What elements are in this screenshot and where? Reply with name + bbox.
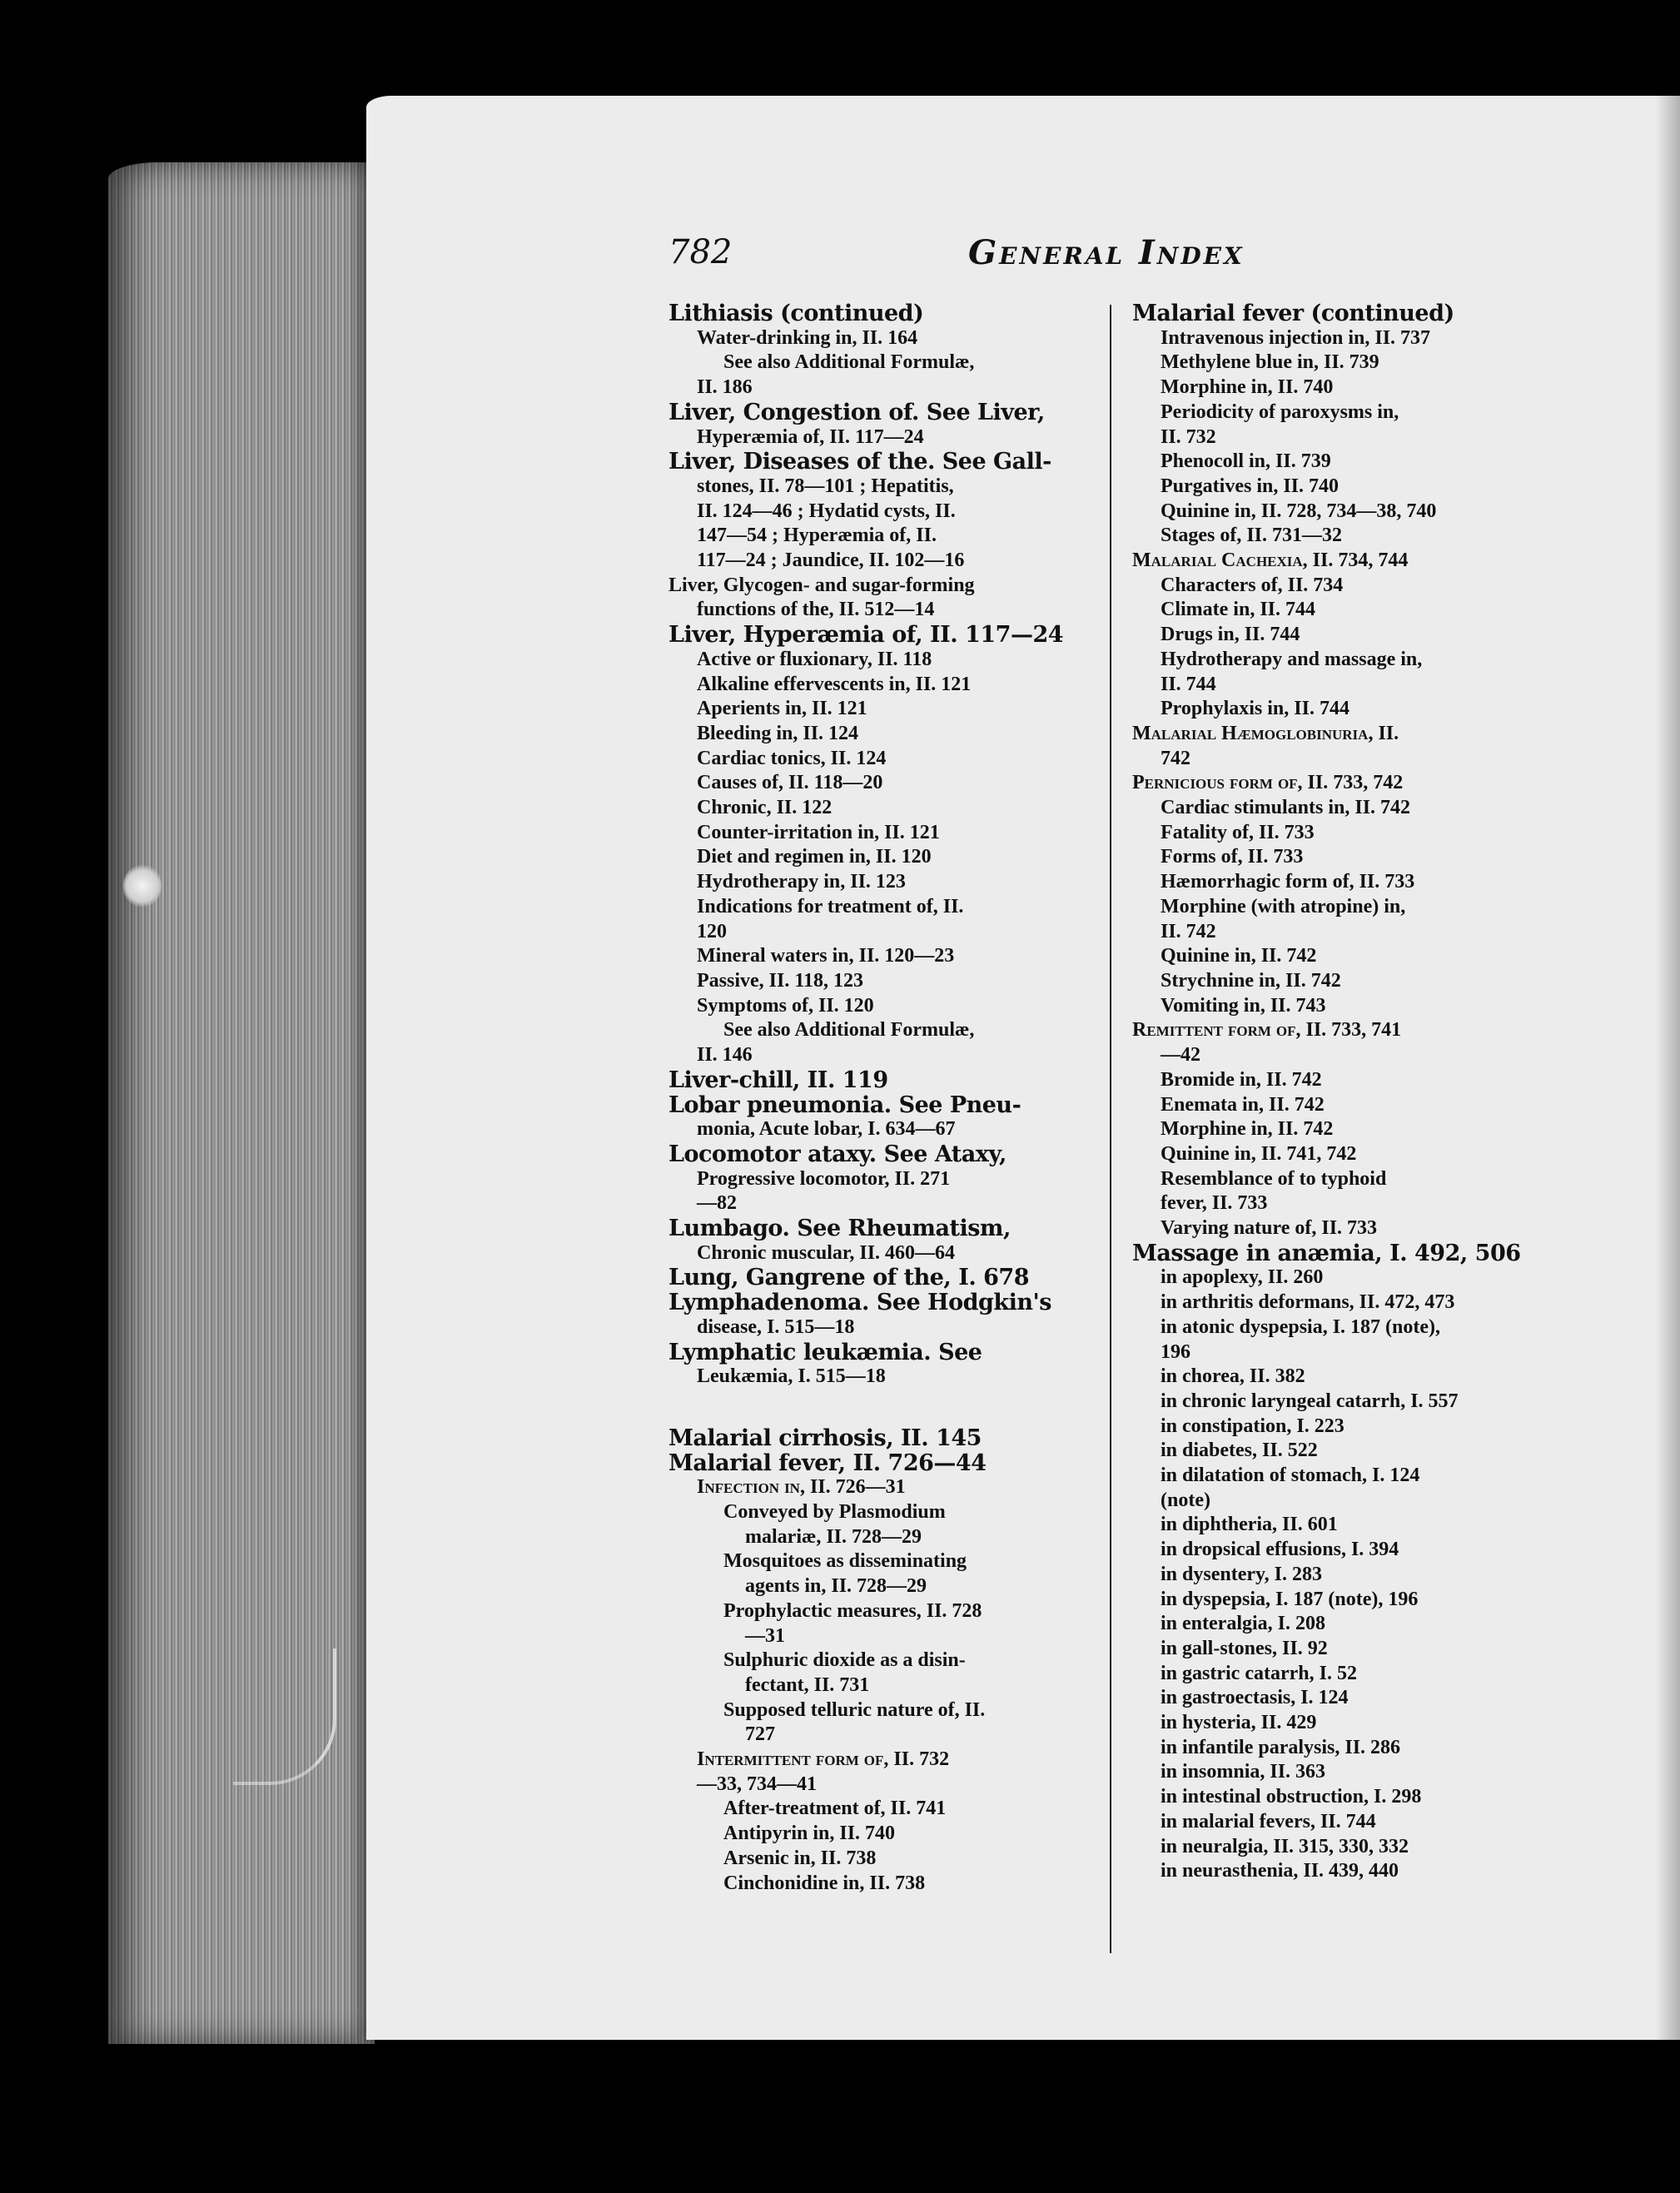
index-entry: 727 bbox=[745, 1723, 775, 1746]
index-entry: in intestinal obstruction, I. 298 bbox=[1161, 1786, 1422, 1808]
page-number: 782 bbox=[669, 233, 733, 271]
index-entry: 196 bbox=[1161, 1340, 1190, 1363]
index-entry: Hydrotherapy in, II. 123 bbox=[697, 871, 906, 893]
index-entry: in insomnia, II. 363 bbox=[1161, 1761, 1326, 1783]
index-entry: in gastroectasis, I. 124 bbox=[1161, 1687, 1349, 1709]
index-entry: Remittent form of, II. 733, 741 bbox=[1132, 1019, 1402, 1042]
index-entry: 117—24 ; Jaundice, II. 102—16 bbox=[697, 549, 965, 572]
index-entry: in neurasthenia, II. 439, 440 bbox=[1161, 1860, 1399, 1882]
index-entry: Quinine in, II. 741, 742 bbox=[1161, 1142, 1357, 1165]
index-entry: Quinine in, II. 728, 734—38, 740 bbox=[1161, 500, 1437, 522]
index-entry: Purgatives in, II. 740 bbox=[1161, 475, 1340, 497]
index-entry: in chorea, II. 382 bbox=[1161, 1365, 1305, 1388]
index-entry: Passive, II. 118, 123 bbox=[697, 969, 864, 992]
index-gap bbox=[669, 1390, 1051, 1426]
index-entry: Causes of, II. 118—20 bbox=[697, 772, 883, 794]
index-column-left bbox=[669, 301, 1064, 1896]
index-entry: in apoplexy, II. 260 bbox=[1161, 1266, 1324, 1289]
index-entry: functions of the, II. 512—14 bbox=[697, 599, 935, 621]
index-entry: in gastric catarrh, I. 52 bbox=[1161, 1662, 1357, 1684]
index-entry: Malarial Cachexia, II. 734, 744 bbox=[1132, 549, 1409, 572]
index-entry: Morphine in, II. 740 bbox=[1161, 376, 1334, 399]
index-entry: stones, II. 78—101 ; Hepatitis, bbox=[697, 475, 954, 497]
index-entry: Alkaline effervescents in, II. 121 bbox=[697, 673, 972, 695]
index-entry: Supposed telluric nature of, II. bbox=[723, 1698, 986, 1721]
index-entry: Hydrotherapy and massage in, bbox=[1161, 648, 1423, 670]
index-entry: in constipation, I. 223 bbox=[1161, 1415, 1344, 1437]
index-entry: —31 bbox=[745, 1624, 785, 1647]
column-divider bbox=[1110, 305, 1111, 1953]
running-head: General Index bbox=[968, 233, 1245, 272]
index-heading: Lobar pneumonia. See Pneu- bbox=[669, 1092, 1021, 1118]
index-heading: Lymphatic leukæmia. See bbox=[669, 1339, 982, 1365]
index-heading: Liver, Diseases of the. See Gall- bbox=[669, 449, 1051, 475]
index-entry: 120 bbox=[697, 920, 727, 942]
index-entry: Infection in, II. 726—31 bbox=[697, 1476, 906, 1499]
index-entry: Active or fluxionary, II. 118 bbox=[697, 648, 932, 670]
index-entry: Hæmorrhagic form of, II. 733 bbox=[1161, 871, 1415, 893]
index-heading: Lung, Gangrene of the, I. 678 bbox=[669, 1265, 1029, 1291]
index-entry: Water-drinking in, II. 164 bbox=[697, 326, 918, 349]
index-entry: Strychnine in, II. 742 bbox=[1161, 969, 1341, 992]
index-entry: Counter-irritation in, II. 121 bbox=[697, 821, 940, 843]
index-entry: in dysentery, I. 283 bbox=[1161, 1563, 1323, 1585]
index-entry: II. 146 bbox=[697, 1044, 753, 1067]
index-entry: Morphine (with atropine) in, bbox=[1161, 895, 1406, 917]
index-entry: Stages of, II. 731—32 bbox=[1161, 525, 1343, 547]
index-entry: Antipyrin in, II. 740 bbox=[723, 1823, 896, 1845]
index-entry: in dilatation of stomach, I. 124 bbox=[1161, 1464, 1420, 1487]
index-entry: in enteralgia, I. 208 bbox=[1161, 1613, 1325, 1635]
index-entry: disease, I. 515—18 bbox=[697, 1315, 855, 1338]
index-entry: fever, II. 733 bbox=[1161, 1192, 1268, 1215]
index-heading: Lithiasis (continued) bbox=[669, 301, 924, 326]
index-entry: in neuralgia, II. 315, 330, 332 bbox=[1161, 1835, 1409, 1857]
index-entry: See also Additional Formulæ, bbox=[723, 351, 975, 374]
index-entry: in arthritis deformans, II. 472, 473 bbox=[1161, 1291, 1455, 1314]
index-entry: in diabetes, II. 522 bbox=[1161, 1440, 1318, 1462]
index-entry: Sulphuric dioxide as a disin- bbox=[723, 1649, 966, 1672]
index-entry: Morphine in, II. 742 bbox=[1161, 1118, 1334, 1141]
index-entry: Prophylactic measures, II. 728 bbox=[723, 1599, 982, 1622]
index-heading: Liver-chill, II. 119 bbox=[669, 1067, 888, 1093]
index-entry: Progressive locomotor, II. 271 bbox=[697, 1167, 951, 1190]
index-entry: Mineral waters in, II. 120—23 bbox=[697, 945, 955, 967]
index-entry: Liver, Glycogen- and sugar-forming bbox=[669, 574, 975, 596]
index-entry: Enemata in, II. 742 bbox=[1161, 1093, 1325, 1116]
index-entry: Varying nature of, II. 733 bbox=[1161, 1217, 1378, 1240]
index-heading: Lumbago. See Rheumatism, bbox=[669, 1216, 1011, 1242]
index-heading: Liver, Hyperæmia of, II. 117—24 bbox=[669, 622, 1064, 649]
index-entry: agents in, II. 728—29 bbox=[745, 1575, 927, 1598]
index-entry: Arsenic in, II. 738 bbox=[723, 1847, 877, 1869]
index-entry: Cardiac tonics, II. 124 bbox=[697, 747, 887, 769]
index-entry: malariæ, II. 728—29 bbox=[745, 1525, 922, 1548]
index-entry: II. 742 bbox=[1161, 920, 1216, 942]
index-entry: Indications for treatment of, II. bbox=[697, 895, 964, 917]
index-entry: II. 124—46 ; Hydatid cysts, II. bbox=[697, 500, 956, 522]
index-entry: —82 bbox=[697, 1192, 737, 1215]
index-entry: After-treatment of, II. 741 bbox=[723, 1798, 947, 1820]
index-entry: Resemblance of to typhoid bbox=[1161, 1167, 1387, 1190]
index-heading: Malarial cirrhosis, II. 145 bbox=[669, 1425, 982, 1451]
index-entry: in diphtheria, II. 601 bbox=[1161, 1514, 1338, 1536]
index-entry: II. 744 bbox=[1161, 673, 1216, 695]
index-entry: Intermittent form of, II. 732 bbox=[697, 1748, 950, 1771]
index-entry: Pernicious form of, II. 733, 742 bbox=[1132, 772, 1404, 794]
index-entry: Chronic muscular, II. 460—64 bbox=[697, 1241, 956, 1264]
index-entry: monia, Acute lobar, I. 634—67 bbox=[697, 1118, 956, 1141]
index-entry: 742 bbox=[1161, 747, 1190, 769]
index-entry: —42 bbox=[1161, 1044, 1200, 1067]
index-entry: Diet and regimen in, II. 120 bbox=[697, 846, 932, 868]
index-entry: in atonic dyspepsia, I. 187 (note), bbox=[1161, 1315, 1441, 1338]
index-column-right bbox=[1132, 301, 1532, 1884]
page-shadow bbox=[1655, 96, 1680, 2040]
index-heading: Malarial fever, II. 726—44 bbox=[669, 1450, 987, 1476]
index-entry: Bromide in, II. 742 bbox=[1161, 1068, 1322, 1091]
index-entry: in infantile paralysis, II. 286 bbox=[1161, 1736, 1401, 1758]
index-entry: Phenocoll in, II. 739 bbox=[1161, 450, 1331, 473]
index-entry: II. 732 bbox=[1161, 425, 1216, 448]
index-heading: Liver, Congestion of. See Liver, bbox=[669, 399, 1045, 425]
index-entry: Aperients in, II. 121 bbox=[697, 698, 867, 720]
index-heading: Locomotor ataxy. See Ataxy, bbox=[669, 1141, 1007, 1167]
index-entry: Climate in, II. 744 bbox=[1161, 599, 1315, 621]
index-entry: in gall-stones, II. 92 bbox=[1161, 1637, 1328, 1659]
index-entry: Methylene blue in, II. 739 bbox=[1161, 351, 1379, 374]
index-entry: Drugs in, II. 744 bbox=[1161, 624, 1300, 646]
index-entry: Bleeding in, II. 124 bbox=[697, 722, 859, 744]
index-entry: Quinine in, II. 742 bbox=[1161, 945, 1317, 967]
thumb-mark bbox=[123, 864, 162, 908]
index-entry: See also Additional Formulæ, bbox=[723, 1019, 975, 1042]
index-heading: Massage in anæmia, I. 492, 506 bbox=[1132, 1240, 1521, 1266]
index-entry: Intravenous injection in, II. 737 bbox=[1161, 326, 1431, 349]
index-entry: Prophylaxis in, II. 744 bbox=[1161, 698, 1349, 720]
index-heading: Lymphadenoma. See Hodgkin's bbox=[669, 1290, 1051, 1316]
index-entry: Cinchonidine in, II. 738 bbox=[723, 1872, 926, 1894]
index-entry: Vomiting in, II. 743 bbox=[1161, 994, 1326, 1017]
index-entry: in dyspepsia, I. 187 (note), 196 bbox=[1161, 1588, 1419, 1610]
index-entry: (note) bbox=[1161, 1489, 1210, 1511]
index-entry: in chronic laryngeal catarrh, I. 557 bbox=[1161, 1390, 1459, 1412]
index-entry: Malarial Hæmoglobinuria, II. bbox=[1132, 722, 1399, 744]
index-entry: II. 186 bbox=[697, 376, 753, 399]
index-entry: Leukæmia, I. 515—18 bbox=[697, 1365, 886, 1388]
index-entry: in hysteria, II. 429 bbox=[1161, 1712, 1317, 1734]
index-entry: in dropsical effusions, I. 394 bbox=[1161, 1539, 1399, 1561]
index-entry: Symptoms of, II. 120 bbox=[697, 994, 874, 1017]
index-entry: fectant, II. 731 bbox=[745, 1673, 870, 1696]
index-heading: Malarial fever (continued) bbox=[1132, 301, 1454, 326]
page-header bbox=[669, 233, 1335, 283]
index-entry: Mosquitoes as disseminating bbox=[723, 1550, 967, 1573]
index-entry: in malarial fevers, II. 744 bbox=[1161, 1810, 1376, 1832]
index-entry: Fatality of, II. 733 bbox=[1161, 821, 1315, 843]
index-entry: Characters of, II. 734 bbox=[1161, 574, 1344, 596]
index-entry: —33, 734—41 bbox=[697, 1773, 817, 1795]
index-entry: Chronic, II. 122 bbox=[697, 797, 833, 819]
index-entry: 147—54 ; Hyperæmia of, II. bbox=[697, 525, 937, 547]
index-entry: Cardiac stimulants in, II. 742 bbox=[1161, 797, 1411, 819]
index-entry: Forms of, II. 733 bbox=[1161, 846, 1304, 868]
index-entry: Hyperæmia of, II. 117—24 bbox=[697, 425, 924, 448]
index-entry: Periodicity of paroxysms in, bbox=[1161, 400, 1399, 423]
index-entry: Conveyed by Plasmodium bbox=[723, 1501, 946, 1524]
